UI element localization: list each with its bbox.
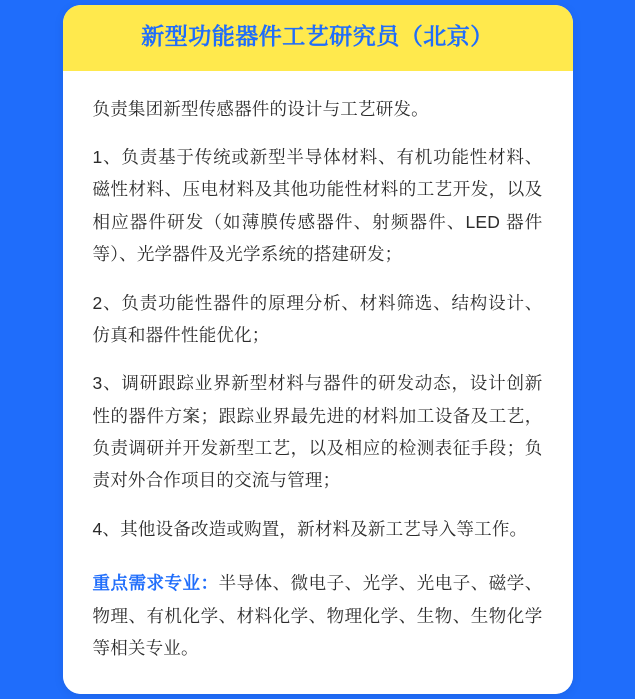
- paragraph-duty-4: 4、其他设备改造或购置，新材料及新工艺导入等工作。: [92, 518, 528, 539]
- paragraph-duty-2: 2、负责功能性器件的原理分析、材料筛选、结构设计、仿真和器件性能优化；: [92, 292, 543, 345]
- required-majors-label: 重点需求专业：: [92, 573, 219, 594]
- paragraph-duty-3: 3、调研跟踪业界新型材料与器件的研发动态，设计创新性的器件方案；跟踪业界最先进的材料加工设备及工艺，负责调研并开发新型工艺，以及相应的检测表征手段；负责对外合作项目的交流与管理；: [92, 373, 543, 491]
- paragraph-summary: 负责集团新型传感器件的设计与工艺研发。: [92, 98, 429, 119]
- job-posting-card: [63, 5, 573, 695]
- card-body: [63, 71, 573, 695]
- card-header: [63, 5, 573, 71]
- required-majors-text: 半导体、微电子、光学、光电子、磁学、物理、有机化学、材料化学、物理化学、生物、生物化学等相关专业。: [92, 573, 543, 658]
- page-title: 新型功能器件工艺研究员（北京）: [141, 22, 494, 49]
- required-majors: [93, 567, 543, 664]
- paragraph-duty-1: 1、负责基于传统或新型半导体材料、有机功能性材料、磁性材料、压电材料及其他功能性材料的工艺开发，以及相应器件研发（如薄膜传感器件、射频器件、LED 器件等）、光学器件及光学系统的搭建研发；: [92, 147, 543, 265]
